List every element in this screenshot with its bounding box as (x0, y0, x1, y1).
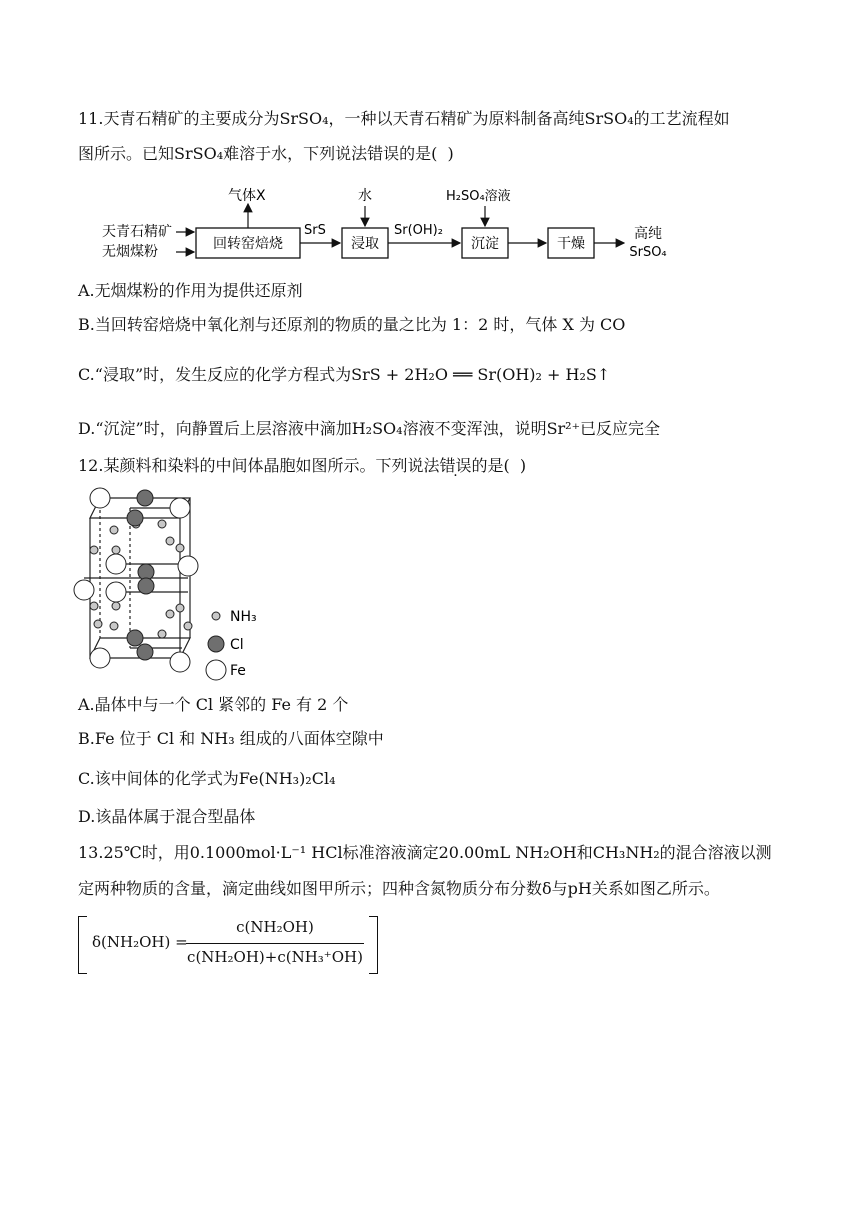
q12-stem-emphasis: 错误 (439, 456, 472, 475)
formula-numerator: c(NH₂OH) (236, 918, 314, 936)
flow-water: 水 (358, 188, 372, 204)
formula-lhs: δ(NH₂OH) = (92, 933, 188, 951)
q11-flowchart (78, 180, 698, 280)
flow-product-line2: SrSO₄ (629, 245, 667, 260)
flow-step-dry: 干燥 (557, 236, 585, 252)
q12-crystal-cell (70, 486, 270, 686)
q13-stem-line2: 定两种物质的含量，滴定曲线如图甲所示；四种含氮物质分布分数δ与pH关系如图乙所示。 (78, 879, 720, 898)
q13-stem-line1: 13.25℃时，用0.1000mol·L⁻¹ HCl标准溶液滴定20.00mL NH₂OH和CH₃NH₂的混合溶液以测 (78, 843, 772, 862)
q11-option-c: C.“浸取”时，发生反应的化学方程式为SrS + 2H₂O ══ Sr(OH)₂ + H₂S↑ (78, 365, 611, 384)
q11-stem-line2: 图所示。已知SrSO₄难溶于水，下列说法错误的是( ) (78, 144, 454, 163)
formula-denominator: c(NH₂OH)+c(NH₃⁺OH) (187, 948, 363, 966)
q12-option-b: B.Fe 位于 Cl 和 NH₃ 组成的八面体空隙中 (78, 729, 384, 748)
q12-stem-suffix: 的是( ) (471, 456, 527, 475)
q11-option-b: B.当回转窑焙烧中氧化剂与还原剂的物质的量之比为 1：2 时，气体 X 为 CO (78, 315, 626, 334)
legend-cl: Cl (230, 637, 244, 653)
flow-mid-sroh2: Sr(OH)₂ (394, 223, 443, 238)
q13-formula (78, 916, 378, 976)
flow-reagent-h2so4: H₂SO₄溶液 (446, 189, 511, 204)
legend-nh3: NH₃ (230, 609, 257, 625)
q11-stem-line1: 11.天青石精矿的主要成分为SrSO₄，一种以天青石精矿为原料制备高纯SrSO₄的工艺流程如 (78, 109, 730, 128)
flow-input-ore: 天青石精矿 (102, 224, 172, 240)
flow-product-line1: 高纯 (634, 226, 662, 242)
q12-option-d: D.该晶体属于混合型晶体 (78, 807, 256, 826)
flow-input-coal: 无烟煤粉 (102, 244, 158, 260)
q12-option-c: C.该中间体的化学式为Fe(NH₃)₂Cl₄ (78, 769, 336, 788)
q11-option-a: A.无烟煤粉的作用为提供还原剂 (78, 281, 303, 300)
flow-mid-srs: SrS (304, 223, 326, 238)
flow-step-roast: 回转窑焙烧 (213, 236, 283, 252)
legend-fe: Fe (230, 663, 246, 679)
flow-step-precipitate: 沉淀 (471, 236, 499, 252)
q12-stem (78, 455, 526, 477)
q12-stem-prefix: 12.某颜料和染料的中间体晶胞如图所示。下列说法 (78, 456, 440, 475)
flow-step-leach: 浸取 (351, 236, 379, 252)
flow-gas-x: 气体X (228, 188, 266, 204)
q11-option-d: D.“沉淀”时，向静置后上层溶液中滴加H₂SO₄溶液不变浑浊，说明Sr²⁺已反应完全 (78, 419, 661, 438)
q12-option-a: A.晶体中与一个 Cl 紧邻的 Fe 有 2 个 (78, 695, 349, 714)
